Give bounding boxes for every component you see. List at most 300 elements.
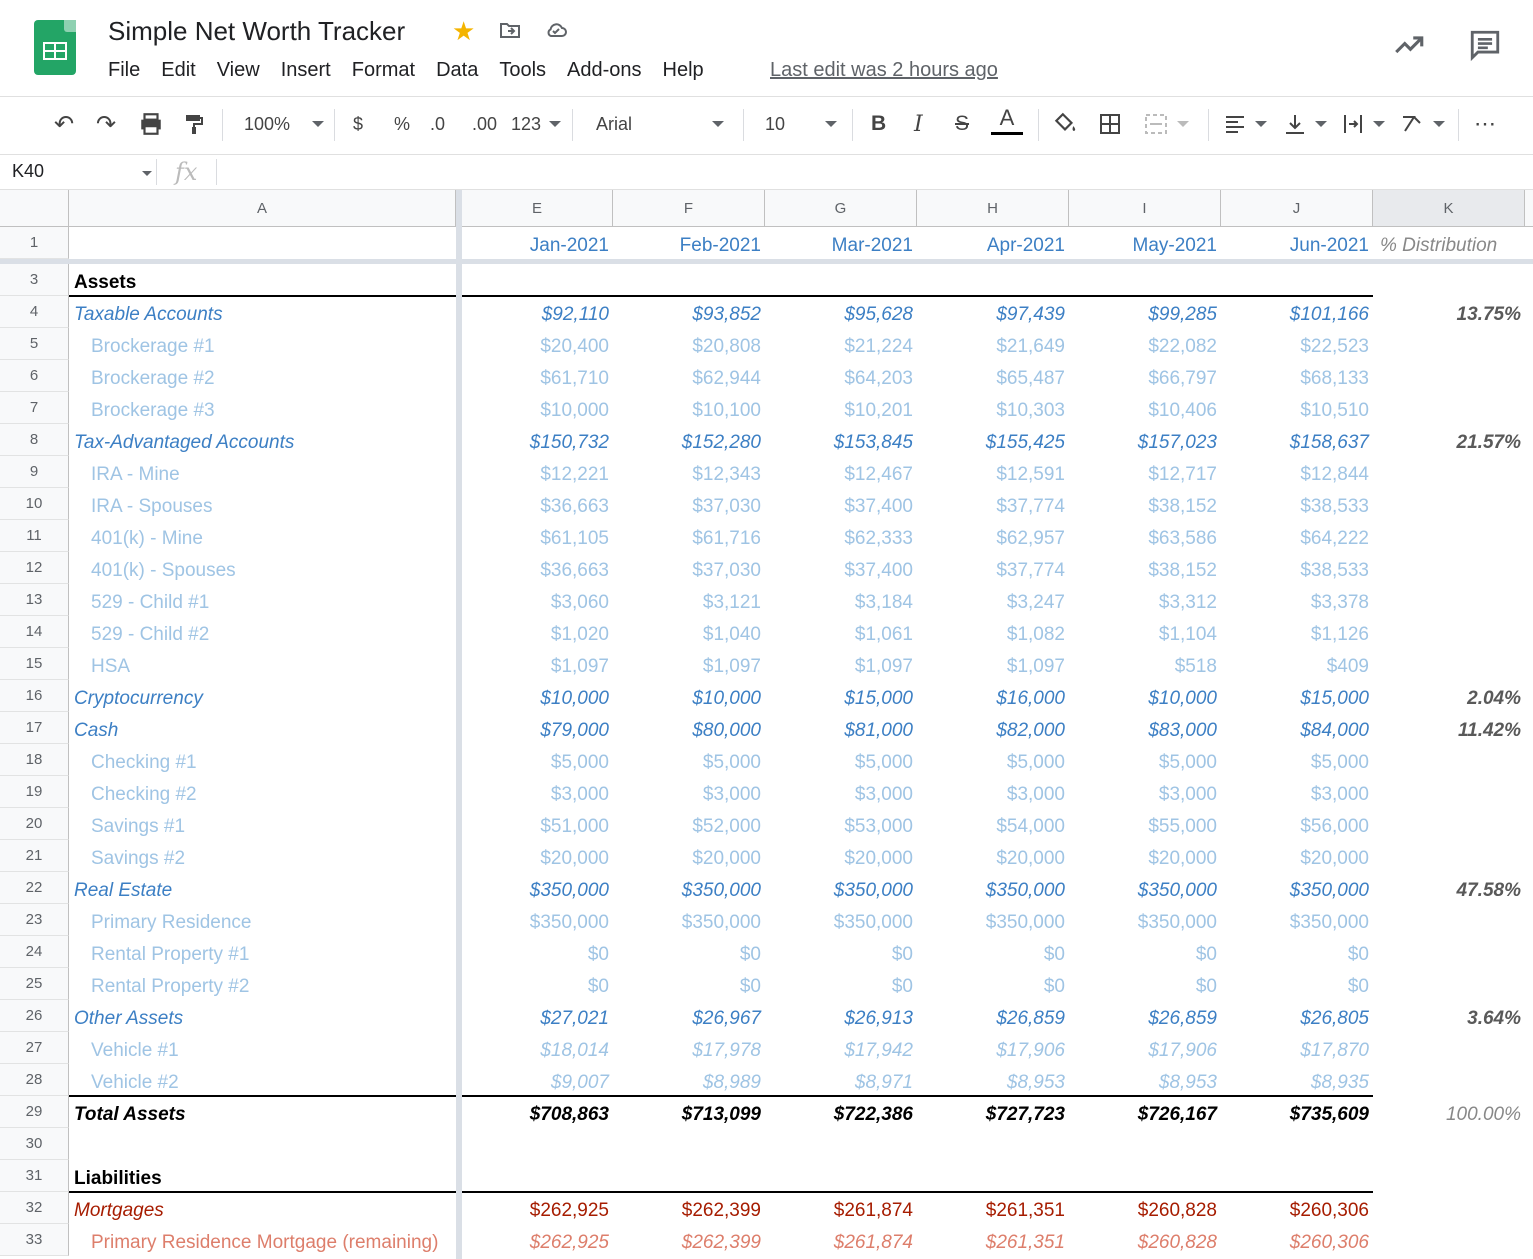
value-cell[interactable]: $260,306 <box>1289 1232 1369 1253</box>
label-cell[interactable]: IRA - Mine <box>91 464 180 485</box>
value-cell[interactable]: $1,097 <box>702 656 761 677</box>
label-cell[interactable]: Brockerage #3 <box>91 400 215 421</box>
value-cell[interactable]: $101,166 <box>1289 304 1369 325</box>
value-cell[interactable]: $20,000 <box>692 848 761 869</box>
value-cell[interactable]: $26,913 <box>844 1008 913 1029</box>
font-size-select[interactable] <box>765 109 837 139</box>
value-cell[interactable]: $10,201 <box>844 400 913 421</box>
menu-insert[interactable]: Insert <box>280 59 331 81</box>
row-header[interactable]: 5 <box>0 328 69 360</box>
paint-format-icon[interactable] <box>182 109 206 139</box>
label-cell[interactable]: 529 - Child #2 <box>91 624 210 645</box>
row-header[interactable]: 25 <box>0 968 69 1000</box>
column-header-e[interactable]: E <box>462 190 613 226</box>
month-header-cell[interactable]: Jun-2021 <box>1289 235 1369 256</box>
value-cell[interactable]: $64,203 <box>844 368 913 389</box>
text-color-button[interactable] <box>991 105 1023 135</box>
name-box-dropdown-icon[interactable] <box>142 171 152 176</box>
label-cell[interactable]: Cryptocurrency <box>74 688 203 709</box>
month-header-cell[interactable]: May-2021 <box>1132 235 1217 256</box>
value-cell[interactable]: $0 <box>739 976 761 997</box>
value-cell[interactable]: $10,303 <box>996 400 1065 421</box>
label-cell[interactable]: Taxable Accounts <box>74 304 223 325</box>
value-cell[interactable]: $61,710 <box>540 368 609 389</box>
value-cell[interactable]: $37,030 <box>692 496 761 517</box>
value-cell[interactable]: $20,000 <box>844 848 913 869</box>
row-header[interactable]: 11 <box>0 520 69 552</box>
value-cell[interactable]: $10,000 <box>1148 688 1217 709</box>
row-header[interactable]: 10 <box>0 488 69 520</box>
value-cell[interactable]: $5,000 <box>1158 752 1217 773</box>
strikethrough-button[interactable]: S <box>955 112 970 135</box>
text-wrap-button[interactable] <box>1341 109 1385 139</box>
row-header[interactable]: 32 <box>0 1192 69 1224</box>
distribution-cell[interactable]: 100.00% <box>1445 1104 1521 1125</box>
value-cell[interactable]: $93,852 <box>692 304 761 325</box>
value-cell[interactable]: $3,000 <box>854 784 913 805</box>
more-options-button[interactable]: ⋯ <box>1474 111 1496 136</box>
horizontal-align-button[interactable] <box>1223 109 1267 139</box>
value-cell[interactable]: $0 <box>1347 944 1369 965</box>
value-cell[interactable]: $83,000 <box>1148 720 1217 741</box>
label-cell[interactable]: Rental Property #1 <box>91 944 250 965</box>
value-cell[interactable]: $21,649 <box>996 336 1065 357</box>
value-cell[interactable]: $262,925 <box>529 1200 609 1221</box>
select-all-corner[interactable] <box>0 190 69 226</box>
value-cell[interactable]: $350,000 <box>985 880 1065 901</box>
label-cell[interactable]: 401(k) - Mine <box>91 528 203 549</box>
value-cell[interactable]: $1,020 <box>550 624 609 645</box>
menu-data[interactable]: Data <box>436 59 479 81</box>
star-icon[interactable]: ★ <box>452 16 476 46</box>
value-cell[interactable]: $64,222 <box>1300 528 1369 549</box>
value-cell[interactable]: $0 <box>1043 944 1065 965</box>
value-cell[interactable]: $12,717 <box>1148 464 1217 485</box>
value-cell[interactable]: $1,061 <box>854 624 913 645</box>
label-cell[interactable]: Assets <box>74 272 137 293</box>
value-cell[interactable]: $12,844 <box>1300 464 1369 485</box>
value-cell[interactable]: $260,828 <box>1137 1232 1217 1253</box>
label-cell[interactable]: Rental Property #2 <box>91 976 250 997</box>
value-cell[interactable]: $5,000 <box>854 752 913 773</box>
value-cell[interactable]: $37,030 <box>692 560 761 581</box>
row-header[interactable]: 33 <box>0 1224 69 1256</box>
row-header[interactable]: 4 <box>0 296 69 328</box>
row-header[interactable]: 17 <box>0 712 69 744</box>
value-cell[interactable]: $3,378 <box>1310 592 1369 613</box>
value-cell[interactable]: $82,000 <box>996 720 1065 741</box>
row-header[interactable]: 28 <box>0 1064 69 1096</box>
column-header-h[interactable]: H <box>917 190 1069 226</box>
row-header[interactable]: 18 <box>0 744 69 776</box>
row-header[interactable]: 20 <box>0 808 69 840</box>
value-cell[interactable]: $27,021 <box>540 1008 609 1029</box>
row-header[interactable]: 23 <box>0 904 69 936</box>
zoom-select[interactable] <box>244 109 324 139</box>
value-cell[interactable]: $54,000 <box>996 816 1065 837</box>
value-cell[interactable]: $10,000 <box>540 688 609 709</box>
document-title[interactable]: Simple Net Worth Tracker <box>108 16 406 46</box>
value-cell[interactable]: $37,774 <box>996 560 1065 581</box>
value-cell[interactable]: $3,000 <box>1158 784 1217 805</box>
label-cell[interactable]: Primary Residence Mortgage (remaining) <box>91 1232 439 1253</box>
value-cell[interactable]: $0 <box>587 944 609 965</box>
label-cell[interactable]: Brockerage #1 <box>91 336 215 357</box>
row-header[interactable]: 21 <box>0 840 69 872</box>
value-cell[interactable]: $0 <box>891 944 913 965</box>
text-rotation-button[interactable] <box>1399 109 1445 139</box>
value-cell[interactable]: $155,425 <box>985 432 1065 453</box>
value-cell[interactable]: $1,097 <box>854 656 913 677</box>
value-cell[interactable]: $38,152 <box>1148 496 1217 517</box>
menu-format[interactable]: Format <box>351 59 416 81</box>
label-cell[interactable]: Vehicle #1 <box>91 1040 179 1061</box>
value-cell[interactable]: $5,000 <box>702 752 761 773</box>
value-cell[interactable]: $1,097 <box>1006 656 1065 677</box>
value-cell[interactable]: $1,082 <box>1006 624 1065 645</box>
borders-icon[interactable] <box>1098 109 1122 139</box>
value-cell[interactable]: $3,060 <box>550 592 609 613</box>
month-header-cell[interactable]: Feb-2021 <box>679 235 761 256</box>
value-cell[interactable]: $99,285 <box>1148 304 1217 325</box>
label-cell[interactable]: Cash <box>74 720 119 741</box>
value-cell[interactable]: $3,000 <box>1006 784 1065 805</box>
value-cell[interactable]: $37,774 <box>996 496 1065 517</box>
label-cell[interactable]: 529 - Child #1 <box>91 592 210 613</box>
value-cell[interactable]: $726,167 <box>1137 1104 1217 1125</box>
distribution-cell[interactable]: 13.75% <box>1456 304 1521 325</box>
value-cell[interactable]: $1,126 <box>1310 624 1369 645</box>
value-cell[interactable]: $38,152 <box>1148 560 1217 581</box>
value-cell[interactable]: $17,870 <box>1300 1040 1369 1061</box>
move-folder-icon[interactable] <box>498 18 522 42</box>
value-cell[interactable]: $10,406 <box>1148 400 1217 421</box>
value-cell[interactable]: $262,399 <box>681 1200 761 1221</box>
value-cell[interactable]: $20,400 <box>540 336 609 357</box>
value-cell[interactable]: $409 <box>1326 656 1369 677</box>
name-box[interactable]: K40 <box>12 161 45 181</box>
value-cell[interactable]: $713,099 <box>681 1104 761 1125</box>
row-header[interactable]: 12 <box>0 552 69 584</box>
value-cell[interactable]: $350,000 <box>1137 912 1217 933</box>
value-cell[interactable]: $37,400 <box>844 496 913 517</box>
value-cell[interactable]: $12,343 <box>692 464 761 485</box>
label-cell[interactable]: Other Assets <box>74 1008 184 1029</box>
value-cell[interactable]: $727,723 <box>985 1104 1065 1125</box>
menu-help[interactable]: Help <box>662 59 704 81</box>
value-cell[interactable]: $79,000 <box>540 720 609 741</box>
value-cell[interactable]: $10,000 <box>692 688 761 709</box>
formula-input[interactable] <box>230 161 1520 185</box>
value-cell[interactable]: $350,000 <box>529 912 609 933</box>
value-cell[interactable]: $22,523 <box>1300 336 1369 357</box>
value-cell[interactable]: $153,845 <box>833 432 913 453</box>
distribution-cell[interactable]: 47.58% <box>1456 880 1521 901</box>
value-cell[interactable]: $52,000 <box>692 816 761 837</box>
value-cell[interactable]: $350,000 <box>1289 912 1369 933</box>
value-cell[interactable]: $20,000 <box>1148 848 1217 869</box>
value-cell[interactable]: $81,000 <box>844 720 913 741</box>
value-cell[interactable]: $8,935 <box>1310 1072 1369 1093</box>
value-cell[interactable]: $261,351 <box>985 1232 1065 1253</box>
value-cell[interactable]: $18,014 <box>540 1040 609 1061</box>
value-cell[interactable]: $261,351 <box>985 1200 1065 1221</box>
cloud-saved-icon[interactable] <box>544 18 568 42</box>
value-cell[interactable]: $56,000 <box>1300 816 1369 837</box>
row-header[interactable]: 6 <box>0 360 69 392</box>
value-cell[interactable]: $20,000 <box>1300 848 1369 869</box>
month-header-cell[interactable]: Mar-2021 <box>831 235 913 256</box>
value-cell[interactable]: $3,000 <box>702 784 761 805</box>
label-cell[interactable]: Savings #2 <box>91 848 186 869</box>
value-cell[interactable]: $0 <box>1043 976 1065 997</box>
value-cell[interactable]: $9,007 <box>550 1072 609 1093</box>
value-cell[interactable]: $350,000 <box>1289 880 1369 901</box>
value-cell[interactable]: $53,000 <box>844 816 913 837</box>
value-cell[interactable]: $10,000 <box>540 400 609 421</box>
value-cell[interactable]: $97,439 <box>996 304 1065 325</box>
value-cell[interactable]: $65,487 <box>996 368 1065 389</box>
row-header[interactable]: 19 <box>0 776 69 808</box>
label-cell[interactable]: Savings #1 <box>91 816 186 837</box>
value-cell[interactable]: $26,967 <box>692 1008 761 1029</box>
value-cell[interactable]: $0 <box>739 944 761 965</box>
label-cell[interactable]: Liabilities <box>74 1168 162 1189</box>
value-cell[interactable]: $350,000 <box>681 912 761 933</box>
vertical-align-button[interactable] <box>1283 109 1327 139</box>
value-cell[interactable]: $3,312 <box>1158 592 1217 613</box>
undo-icon[interactable]: ↶ <box>54 110 75 138</box>
value-cell[interactable]: $36,663 <box>540 560 609 581</box>
row-header[interactable]: 16 <box>0 680 69 712</box>
column-header-i[interactable]: I <box>1069 190 1221 226</box>
value-cell[interactable]: $38,533 <box>1300 560 1369 581</box>
label-cell[interactable]: Primary Residence <box>91 912 252 933</box>
value-cell[interactable]: $66,797 <box>1148 368 1217 389</box>
value-cell[interactable]: $10,510 <box>1300 400 1369 421</box>
value-cell[interactable]: $5,000 <box>1006 752 1065 773</box>
value-cell[interactable]: $95,628 <box>844 304 913 325</box>
value-cell[interactable]: $92,110 <box>541 304 609 325</box>
value-cell[interactable]: $8,953 <box>1158 1072 1217 1093</box>
value-cell[interactable]: $61,105 <box>540 528 609 549</box>
value-cell[interactable]: $21,224 <box>844 336 913 357</box>
row-header[interactable]: 31 <box>0 1160 69 1192</box>
distribution-cell[interactable]: 2.04% <box>1467 688 1521 709</box>
value-cell[interactable]: $17,906 <box>996 1040 1065 1061</box>
value-cell[interactable]: $63,586 <box>1148 528 1217 549</box>
explore-trend-icon[interactable] <box>1392 28 1426 62</box>
fill-color-icon[interactable] <box>1052 109 1078 139</box>
italic-button[interactable]: I <box>914 111 923 137</box>
value-cell[interactable]: $1,097 <box>550 656 609 677</box>
value-cell[interactable]: $51,000 <box>540 816 609 837</box>
value-cell[interactable]: $0 <box>1195 976 1217 997</box>
value-cell[interactable]: $0 <box>891 976 913 997</box>
row-header[interactable]: 7 <box>0 392 69 424</box>
value-cell[interactable]: $84,000 <box>1300 720 1369 741</box>
value-cell[interactable]: $3,000 <box>550 784 609 805</box>
value-cell[interactable]: $3,121 <box>702 592 761 613</box>
value-cell[interactable]: $261,874 <box>833 1200 913 1221</box>
value-cell[interactable]: $3,184 <box>854 592 913 613</box>
row-header[interactable]: 3 <box>0 264 69 296</box>
value-cell[interactable]: $12,221 <box>540 464 609 485</box>
value-cell[interactable]: $16,000 <box>996 688 1065 709</box>
value-cell[interactable]: $8,953 <box>1006 1072 1065 1093</box>
frozen-column-divider[interactable] <box>456 190 462 1259</box>
row-header[interactable]: 29 <box>0 1096 69 1128</box>
column-header-a[interactable]: A <box>69 190 456 226</box>
label-cell[interactable]: Checking #1 <box>91 752 197 773</box>
value-cell[interactable]: $708,863 <box>529 1104 609 1125</box>
font-family-select[interactable] <box>596 109 724 139</box>
value-cell[interactable]: $17,978 <box>692 1040 761 1061</box>
value-cell[interactable]: $15,000 <box>1300 688 1369 709</box>
row-header[interactable]: 26 <box>0 1000 69 1032</box>
distribution-header-cell[interactable]: % Distribution <box>1380 235 1498 256</box>
bold-button[interactable]: B <box>871 112 887 135</box>
label-cell[interactable]: Total Assets <box>74 1104 186 1125</box>
label-cell[interactable]: Checking #2 <box>91 784 197 805</box>
print-icon[interactable] <box>138 109 164 139</box>
value-cell[interactable]: $350,000 <box>1137 880 1217 901</box>
value-cell[interactable]: $26,859 <box>1148 1008 1217 1029</box>
value-cell[interactable]: $37,400 <box>844 560 913 581</box>
row-header[interactable]: 14 <box>0 616 69 648</box>
value-cell[interactable]: $38,533 <box>1300 496 1369 517</box>
row-header[interactable]: 30 <box>0 1128 69 1160</box>
row-header[interactable]: 9 <box>0 456 69 488</box>
row-header[interactable]: 13 <box>0 584 69 616</box>
value-cell[interactable]: $5,000 <box>1310 752 1369 773</box>
label-cell[interactable] <box>74 1128 456 1160</box>
label-cell[interactable]: 401(k) - Spouses <box>91 560 236 581</box>
value-cell[interactable]: $262,399 <box>681 1232 761 1253</box>
sheets-logo-icon[interactable] <box>34 20 76 75</box>
row-header[interactable]: 22 <box>0 872 69 904</box>
value-cell[interactable]: $8,971 <box>854 1072 913 1093</box>
value-cell[interactable]: $350,000 <box>529 880 609 901</box>
last-edit-link[interactable]: Last edit was 2 hours ago <box>770 59 998 81</box>
value-cell[interactable]: $61,716 <box>692 528 761 549</box>
value-cell[interactable]: $17,906 <box>1148 1040 1217 1061</box>
comments-icon[interactable] <box>1468 28 1502 62</box>
value-cell[interactable]: $36,663 <box>540 496 609 517</box>
decrease-decimal-button[interactable]: .0 <box>430 113 446 134</box>
value-cell[interactable]: $0 <box>1347 976 1369 997</box>
table-row <box>0 520 1533 552</box>
month-header-cell[interactable]: Apr-2021 <box>986 235 1065 256</box>
column-header-k[interactable]: K <box>1373 190 1525 226</box>
menu-file[interactable]: File <box>108 59 141 81</box>
value-cell[interactable]: $735,609 <box>1289 1104 1369 1125</box>
value-cell[interactable]: $26,859 <box>996 1008 1065 1029</box>
column-header-f[interactable]: F <box>613 190 765 226</box>
value-cell[interactable]: $350,000 <box>681 880 761 901</box>
value-cell[interactable]: $22,082 <box>1148 336 1217 357</box>
value-cell[interactable]: $68,133 <box>1300 368 1369 389</box>
menu-view[interactable]: View <box>216 59 260 81</box>
value-cell[interactable]: $350,000 <box>985 912 1065 933</box>
value-cell[interactable]: $261,874 <box>833 1232 913 1253</box>
label-cell[interactable]: Tax-Advantaged Accounts <box>74 432 295 453</box>
value-cell[interactable]: $8,989 <box>702 1072 761 1093</box>
column-header-j[interactable]: J <box>1221 190 1373 226</box>
value-cell[interactable]: $55,000 <box>1148 816 1217 837</box>
redo-icon[interactable]: ↷ <box>96 110 117 138</box>
value-cell[interactable]: $62,944 <box>692 368 761 389</box>
value-cell[interactable]: $15,000 <box>844 688 913 709</box>
label-cell[interactable]: Mortgages <box>74 1200 164 1221</box>
menu-addons[interactable]: Add-ons <box>567 59 642 81</box>
value-cell[interactable]: $12,467 <box>844 464 913 485</box>
row-header[interactable]: 8 <box>0 424 69 456</box>
row-header[interactable]: 1 <box>0 227 69 259</box>
value-cell[interactable]: $150,732 <box>529 432 609 453</box>
value-cell[interactable]: $12,591 <box>996 464 1065 485</box>
value-cell[interactable]: $0 <box>587 976 609 997</box>
value-cell[interactable]: $20,808 <box>692 336 761 357</box>
label-cell[interactable]: Vehicle #2 <box>91 1072 179 1093</box>
row-header[interactable]: 24 <box>0 936 69 968</box>
month-header-cell[interactable]: Jan-2021 <box>529 235 609 256</box>
increase-decimal-button[interactable]: .00 <box>472 113 498 134</box>
value-cell[interactable]: $10,100 <box>692 400 761 421</box>
value-cell[interactable]: $260,306 <box>1289 1200 1369 1221</box>
label-cell[interactable]: Real Estate <box>74 880 173 901</box>
value-cell[interactable]: $0 <box>1195 944 1217 965</box>
label-cell[interactable]: Brockerage #2 <box>91 368 215 389</box>
distribution-cell[interactable]: 3.64% <box>1467 1008 1521 1029</box>
column-header-g[interactable]: G <box>765 190 917 226</box>
distribution-cell[interactable]: 11.42% <box>1457 720 1521 741</box>
currency-format-button[interactable]: $ <box>353 113 364 134</box>
label-cell[interactable]: HSA <box>91 656 131 677</box>
value-cell[interactable]: $722,386 <box>833 1104 913 1125</box>
value-cell[interactable]: $20,000 <box>996 848 1065 869</box>
value-cell[interactable]: $260,828 <box>1137 1200 1217 1221</box>
menu-tools[interactable]: Tools <box>499 59 547 81</box>
value-cell[interactable]: $350,000 <box>833 880 913 901</box>
value-cell[interactable]: $262,925 <box>529 1232 609 1253</box>
row-header[interactable]: 27 <box>0 1032 69 1064</box>
merge-cells-button[interactable] <box>1143 109 1189 139</box>
value-cell[interactable]: $157,023 <box>1137 432 1217 453</box>
row-header[interactable]: 15 <box>0 648 69 680</box>
value-cell[interactable]: $80,000 <box>692 720 761 741</box>
percent-format-button[interactable]: % <box>394 113 411 134</box>
distribution-cell[interactable]: 21.57% <box>1456 432 1521 453</box>
value-cell[interactable]: $17,942 <box>844 1040 913 1061</box>
value-cell[interactable]: $152,280 <box>681 432 761 453</box>
value-cell[interactable]: $5,000 <box>550 752 609 773</box>
value-cell[interactable]: $518 <box>1174 656 1217 677</box>
value-cell[interactable]: $3,247 <box>1006 592 1065 613</box>
more-formats-button[interactable] <box>511 109 561 139</box>
value-cell[interactable]: $1,040 <box>702 624 761 645</box>
menu-edit[interactable]: Edit <box>161 59 196 81</box>
value-cell[interactable]: $26,805 <box>1300 1008 1369 1029</box>
value-cell[interactable]: $62,957 <box>996 528 1065 549</box>
value-cell[interactable]: $350,000 <box>833 912 913 933</box>
value-cell[interactable]: $158,637 <box>1289 432 1369 453</box>
value-cell[interactable]: $62,333 <box>844 528 913 549</box>
value-cell[interactable]: $3,000 <box>1310 784 1369 805</box>
value-cell[interactable]: $1,104 <box>1158 624 1217 645</box>
label-cell[interactable]: IRA - Spouses <box>91 496 213 517</box>
value-cell[interactable]: $20,000 <box>540 848 609 869</box>
